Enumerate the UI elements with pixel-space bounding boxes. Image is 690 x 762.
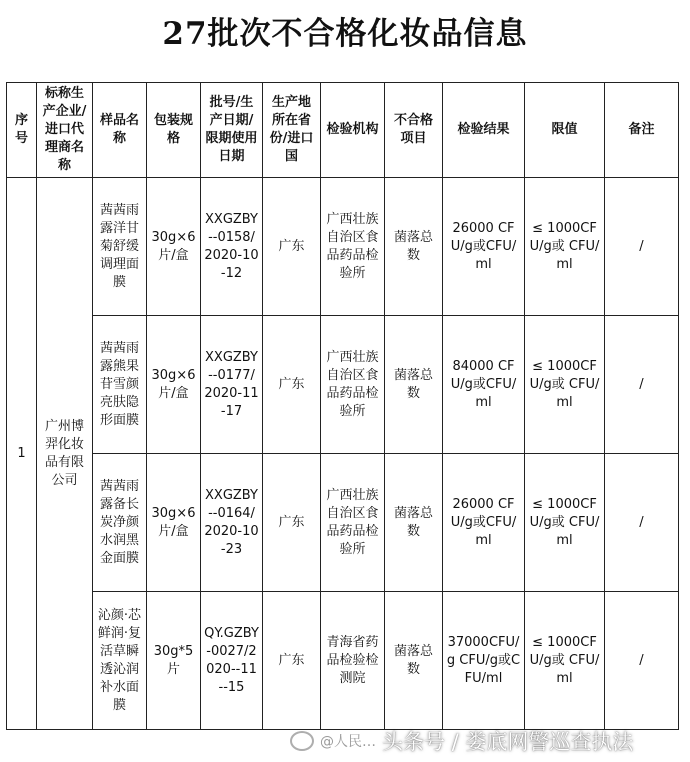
limit-cell: ≤ 1000CFU/g或 CFU/ml (525, 592, 605, 730)
note-cell: / (605, 178, 679, 316)
table-row (7, 316, 679, 454)
sample-name-cell: 茜茜雨露备长炭净颜水润黑金面膜 (93, 454, 147, 592)
col-header-result: 检验结果 (443, 83, 525, 178)
col-header-item: 不合格项目 (385, 83, 443, 178)
note-cell: / (605, 316, 679, 454)
spec-cell: 30g×6片/盒 (147, 454, 201, 592)
spec-cell: 30g×6片/盒 (147, 178, 201, 316)
unqualified-cosmetics-table (6, 82, 679, 730)
table-header-row (7, 83, 679, 178)
col-header-batch: 批号/生产日期/限期使用日期 (201, 83, 263, 178)
page-title: 27批次不合格化妆品信息 (162, 16, 528, 52)
agency-cell: 青海省药品检验检测院 (321, 592, 385, 730)
col-header-note: 备注 (605, 83, 679, 178)
item-cell: 菌落总数 (385, 454, 443, 592)
weibo-eye-icon (290, 731, 314, 751)
watermark-source: @人民… (320, 734, 376, 750)
col-header-province: 生产地所在省份/进口国 (263, 83, 321, 178)
batch-cell: QY.GZBY-0027/2020--11--15 (201, 592, 263, 730)
result-cell: 26000 CFU/g或CFU/ml (443, 178, 525, 316)
watermark (290, 726, 690, 756)
batch-cell: XXGZBY--0177/2020-11-17 (201, 316, 263, 454)
col-header-limit: 限值 (525, 83, 605, 178)
limit-cell: ≤ 1000CFU/g或 CFU/ml (525, 316, 605, 454)
spec-cell: 30g×6片/盒 (147, 316, 201, 454)
province-cell: 广东 (263, 592, 321, 730)
agency-cell: 广西壮族自治区食品药品检验所 (321, 178, 385, 316)
agency-cell: 广西壮族自治区食品药品检验所 (321, 454, 385, 592)
result-cell: 37000CFU/g CFU/g或CFU/ml (443, 592, 525, 730)
seq-cell: 1 (7, 178, 37, 730)
watermark-text: 头条号 / 娄底网警巡查执法 (382, 730, 634, 754)
province-cell: 广东 (263, 316, 321, 454)
result-cell: 84000 CFU/g或CFU/ml (443, 316, 525, 454)
table-row (7, 592, 679, 730)
col-header-company: 标称生产企业/进口代理商名称 (37, 83, 93, 178)
province-cell: 广东 (263, 454, 321, 592)
col-header-seq: 序号 (7, 83, 37, 178)
note-cell: / (605, 592, 679, 730)
item-cell: 菌落总数 (385, 592, 443, 730)
province-cell: 广东 (263, 178, 321, 316)
result-cell: 26000 CFU/g或CFU/ml (443, 454, 525, 592)
sample-name-cell: 茜茜雨露洋甘菊舒缓调理面膜 (93, 178, 147, 316)
item-cell: 菌落总数 (385, 178, 443, 316)
col-header-spec: 包装规格 (147, 83, 201, 178)
batch-cell: XXGZBY--0164/2020-10-23 (201, 454, 263, 592)
col-header-sample-name: 样品名称 (93, 83, 147, 178)
limit-cell: ≤ 1000CFU/g或 CFU/ml (525, 178, 605, 316)
sample-name-cell: 沁颜·芯鲜润·复活草瞬透沁润补水面膜 (93, 592, 147, 730)
item-cell: 菌落总数 (385, 316, 443, 454)
agency-cell: 广西壮族自治区食品药品检验所 (321, 316, 385, 454)
company-cell: 广州博羿化妆品有限公司 (37, 178, 93, 730)
note-cell: / (605, 454, 679, 592)
table-row (7, 454, 679, 592)
table-row (7, 178, 679, 316)
spec-cell: 30g*5片 (147, 592, 201, 730)
batch-cell: XXGZBY--0158/2020-10-12 (201, 178, 263, 316)
col-header-agency: 检验机构 (321, 83, 385, 178)
limit-cell: ≤ 1000CFU/g或 CFU/ml (525, 454, 605, 592)
sample-name-cell: 茜茜雨露熊果苷雪颜亮肤隐形面膜 (93, 316, 147, 454)
